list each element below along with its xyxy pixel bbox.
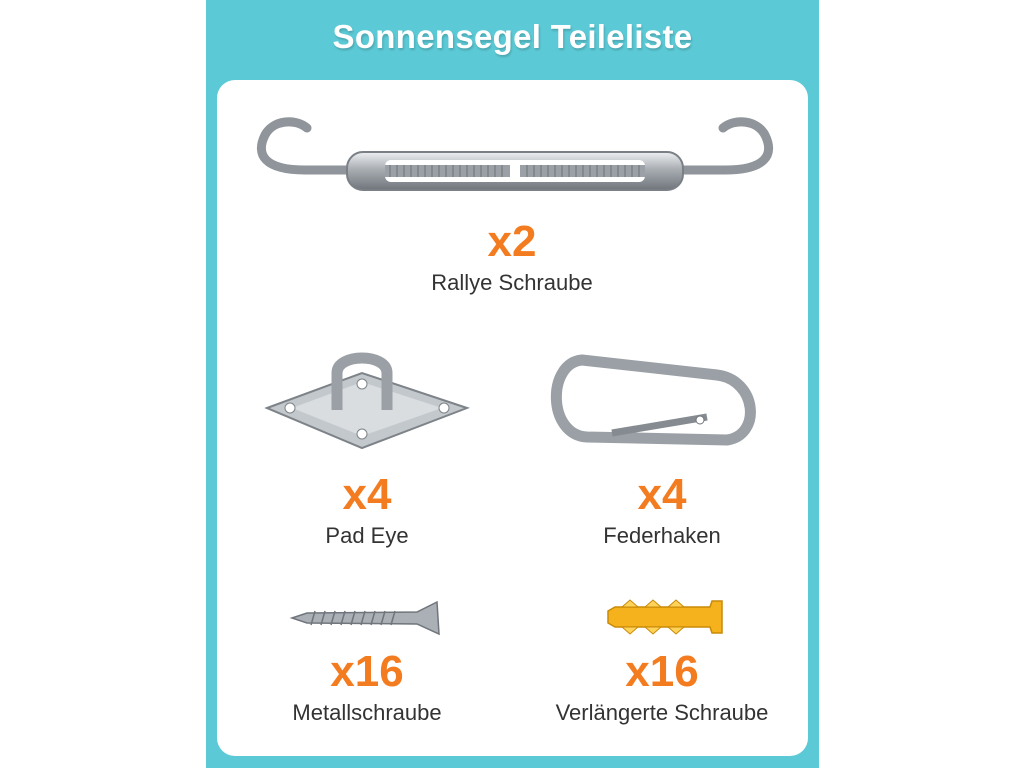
- label-wall-plug: Verlängerte Schraube: [555, 700, 769, 725]
- turnbuckle-icon: [235, 110, 795, 210]
- screw-icon: [287, 598, 447, 638]
- wall-plug-icon: [600, 597, 740, 637]
- item-carabiner: [532, 470, 792, 549]
- quantity-wall-plug: x16: [625, 647, 699, 696]
- quantity-carabiner: x4: [637, 470, 687, 519]
- page-title: Sonnensegel Teileliste: [332, 18, 693, 55]
- carabiner-icon: [542, 345, 772, 455]
- label-screw: Metallschraube: [292, 700, 442, 725]
- background-panel: [206, 0, 819, 768]
- label-turnbuckle: Rallye Schraube: [431, 270, 593, 295]
- item-pad-eye: [237, 470, 497, 549]
- label-pad-eye: Pad Eye: [325, 523, 409, 548]
- item-wall-plug: [522, 647, 802, 726]
- pad-eye-icon: [262, 348, 472, 458]
- quantity-turnbuckle: x2: [487, 217, 537, 266]
- item-turnbuckle: [362, 217, 662, 296]
- item-screw: [237, 647, 497, 726]
- parts-card: [217, 80, 808, 756]
- quantity-screw: x16: [330, 647, 404, 696]
- label-carabiner: Federhaken: [603, 523, 721, 548]
- quantity-pad-eye: x4: [342, 470, 392, 519]
